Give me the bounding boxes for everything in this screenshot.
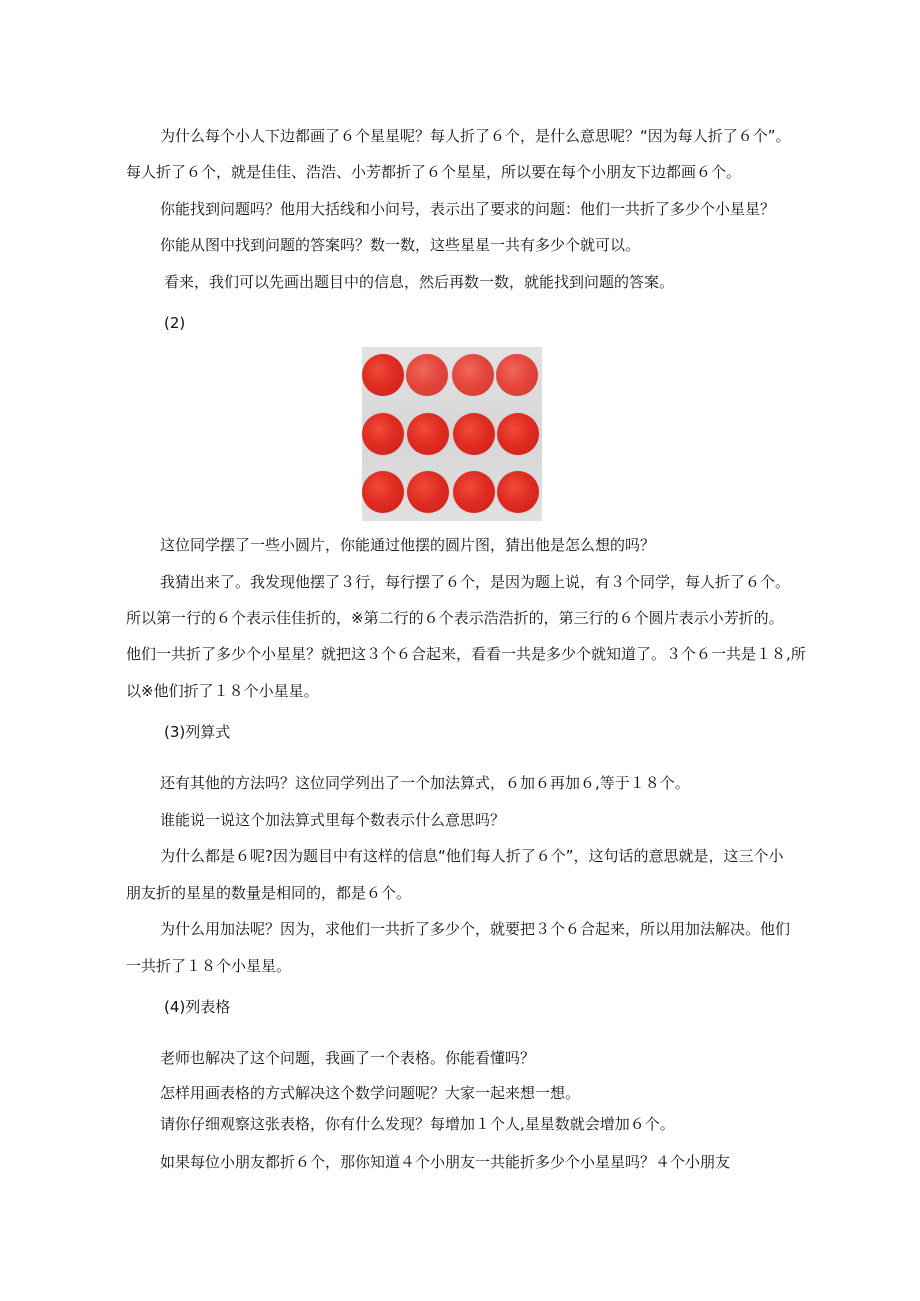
paragraph-line: 为什么每个小人下边都画了６个星星呢？每人折了６个，是什么意思呢？“因为每人折了６个”。 (160, 127, 791, 145)
paragraph-line: 怎样用画表格的方式解决这个数学问题呢？大家一起来想一想。 (160, 1084, 581, 1102)
paragraph-line: 为什么都是６呢?因为题目中有这样的信息“他们每人折了６个”，这句话的意思就是，这三个小 (160, 847, 784, 865)
paragraph-line: 他们一共折了多少个小星星？就把这３个６合起来，看看一共是多少个就知道了。３个６一共是１８,所 (126, 645, 806, 663)
red-disc (453, 471, 495, 513)
paragraph-line: 所以第一行的６个表示佳佳折的，※第二行的６个表示浩浩折的，第三行的６个圆片表示小芳折的。 (126, 609, 784, 627)
paragraph-line: 看来，我们可以先画出题目中的信息，然后再数一数，就能找到问题的答案。 (164, 273, 675, 291)
section-heading-3: (3)列算式 (164, 723, 231, 741)
paragraph-line: 这位同学摆了一些小圆片，你能通过他摆的圆片图，猜出他是怎么想的吗？ (160, 536, 656, 554)
paragraph-line: 请你仔细观察这张表格，你有什么发现？每增加１个人,星星数就会增加６个。 (160, 1115, 675, 1133)
paragraph-line: 如果每位小朋友都折６个，那你知道４个小朋友一共能折多少个小星星吗？４个小朋友 (160, 1153, 731, 1171)
red-disc (407, 471, 449, 513)
paragraph-line: 朋友折的星星的数量是相同的，都是６个。 (126, 884, 412, 902)
paragraph-line: 老师也解决了这个问题，我画了一个表格。你能看懂吗？ (160, 1049, 536, 1067)
red-disc (407, 413, 449, 455)
paragraph-line: 谁能说一说这个加法算式里每个数表示什么意思吗？ (160, 811, 506, 829)
red-disc (497, 471, 539, 513)
red-disc (362, 471, 404, 513)
paragraph-line: 每人折了６个，就是佳佳、浩浩、小芳都折了６个星星，所以要在每个小朋友下边都画６个。 (126, 163, 742, 181)
red-disc (362, 354, 404, 396)
disc-arrangement-image (362, 347, 542, 521)
red-disc (497, 413, 539, 455)
paragraph-line: 为什么用加法呢？因为，求他们一共折了多少个，就要把３个６合起来，所以用加法解决。他们 (160, 920, 791, 938)
section-heading-4: (4)列表格 (164, 998, 231, 1016)
red-disc (406, 354, 448, 396)
red-disc (453, 413, 495, 455)
paragraph-line: 还有其他的方法吗？这位同学列出了一个加法算式，６加６再加６,等于１８个。 (160, 774, 690, 792)
paragraph-line: 你能从图中找到问题的答案吗？数一数，这些星星一共有多少个就可以。 (160, 236, 641, 254)
red-disc (452, 354, 494, 396)
paragraph-line: 我猜出来了。我发现他摆了３行，每行摆了６个，是因为题上说，有３个同学，每人折了６个。 (160, 573, 791, 591)
paragraph-line: 以※他们折了１８个小星星。 (126, 682, 319, 700)
red-disc (362, 413, 404, 455)
paragraph-line: 你能找到问题吗？他用大括线和小问号，表示出了要求的问题：他们一共折了多少个小星星？ (160, 200, 776, 218)
red-disc (496, 354, 538, 396)
paragraph-line: 一共折了１８个小星星。 (126, 957, 292, 975)
section-heading-2: (2) (164, 314, 186, 332)
